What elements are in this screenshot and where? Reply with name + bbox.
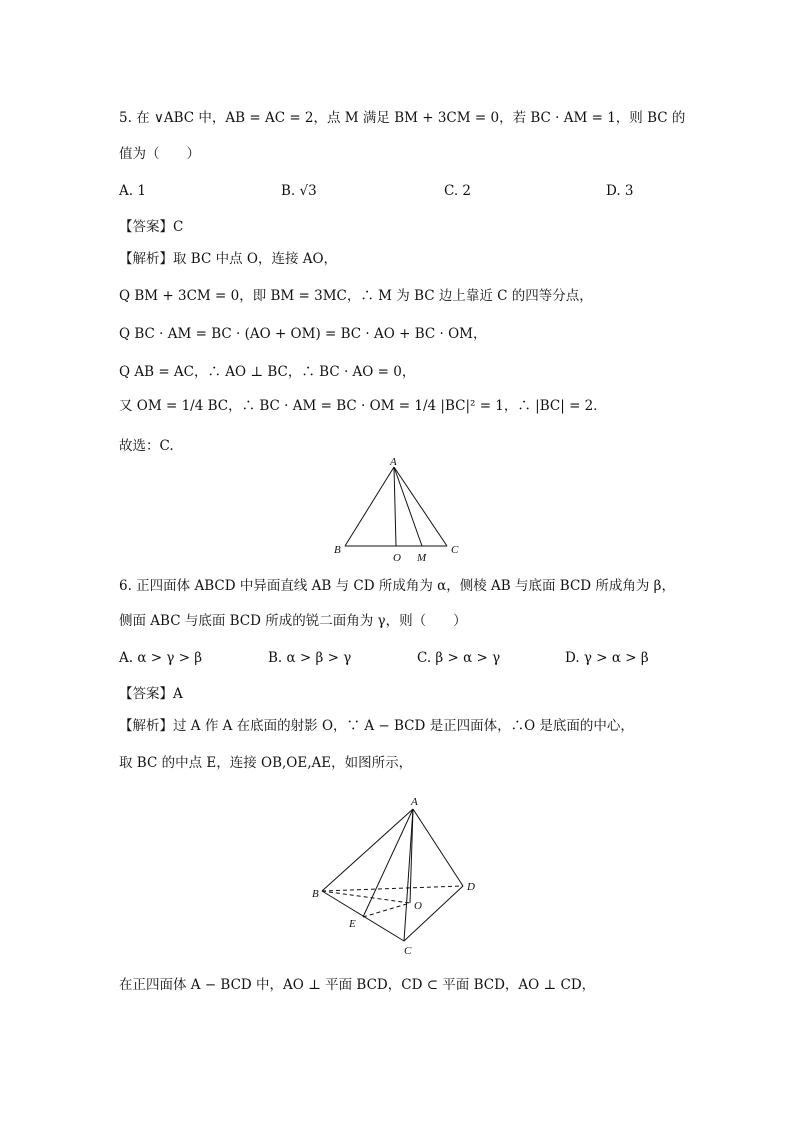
q5-analysis-line5: 又 OM = 1/4 BC，∴ BC · AM = BC · OM = 1/4 |BC|² = 1，∴ |BC| = 2． bbox=[119, 398, 607, 414]
label-m: M bbox=[417, 552, 427, 564]
edge-ab bbox=[322, 809, 413, 891]
q5-stem-line1: 5. 在 ∨ABC 中，AB = AC = 2，点 M 满足 BM + 3CM = 0，若 BC · AM = 1，则 BC 的 bbox=[119, 110, 686, 126]
q5-analysis-line1: 【解析】取 BC 中点 O，连接 AO， bbox=[119, 251, 338, 267]
segment-ao bbox=[394, 467, 396, 546]
q5-analysis-line6: 故选：C. bbox=[119, 438, 174, 454]
edge-bd-hidden bbox=[322, 886, 463, 891]
label-o: O bbox=[414, 900, 422, 912]
edge-ac bbox=[394, 467, 447, 546]
segment-ae bbox=[363, 809, 413, 917]
q5-option-b: B. √3 bbox=[281, 183, 317, 199]
q5-analysis-line2: Q BM + 3CM = 0，即 BM = 3MC，∴ M 为 BC 边上靠近 C 的四等分点， bbox=[119, 288, 593, 304]
edge-ad bbox=[413, 809, 463, 886]
label-a: A bbox=[390, 456, 397, 468]
q6-analysis-line1: 【解析】过 A 作 A 在底面的射影 O，∵ A − BCD 是正四面体，∴O 是底面的中心， bbox=[119, 718, 634, 734]
q6-tetrahedron-figure bbox=[305, 793, 490, 963]
q6-stem-line2: 侧面 ABC 与底面 BCD 所成的锐二面角为 γ，则（ ） bbox=[119, 613, 467, 629]
label-c: C bbox=[404, 945, 412, 957]
q5-stem-line2: 值为（ ） bbox=[119, 146, 200, 162]
q5-analysis-line3: Q BC · AM = BC · (AO + OM) = BC · AO + BC · OM， bbox=[119, 326, 487, 342]
q5-triangle-figure bbox=[325, 455, 475, 565]
label-b: B bbox=[334, 544, 341, 556]
label-c: C bbox=[451, 544, 459, 556]
label-e: E bbox=[349, 918, 356, 930]
edge-ab bbox=[345, 467, 394, 546]
label-b: B bbox=[312, 888, 319, 900]
q5-option-d: D. 3 bbox=[606, 183, 634, 199]
q6-option-a: A. α > γ > β bbox=[119, 650, 203, 666]
segment-ao bbox=[410, 809, 413, 903]
q6-after-figure: 在正四面体 A − BCD 中，AO ⊥ 平面 BCD，CD ⊂ 平面 BCD，AO ⊥ CD， bbox=[119, 977, 596, 993]
label-o: O bbox=[393, 552, 401, 564]
q6-option-b: B. α > β > γ bbox=[268, 650, 352, 666]
segment-ob-hidden bbox=[322, 891, 410, 903]
q5-option-c: C. 2 bbox=[444, 183, 472, 199]
q6-answer: 【答案】A bbox=[119, 686, 183, 702]
label-d: D bbox=[467, 881, 475, 893]
q5-analysis-line4: Q AB = AC，∴ AO ⊥ BC，∴ BC · AO = 0， bbox=[119, 364, 416, 380]
q5-answer: 【答案】C bbox=[119, 219, 184, 235]
q6-analysis-line2: 取 BC 的中点 E，连接 OB,OE,AE，如图所示， bbox=[119, 755, 413, 771]
edge-ac bbox=[404, 809, 413, 941]
q6-option-d: D. γ > α > β bbox=[565, 650, 649, 666]
q6-stem-line1: 6. 正四面体 ABCD 中异面直线 AB 与 CD 所成角为 α，侧棱 AB 与底面 BCD 所成角为 β， bbox=[119, 578, 675, 594]
edge-cd bbox=[404, 886, 463, 941]
label-a: A bbox=[411, 796, 418, 808]
q6-option-c: C. β > α > γ bbox=[417, 650, 501, 666]
segment-oe-hidden bbox=[363, 903, 410, 917]
q5-option-a: A. 1 bbox=[119, 183, 146, 199]
segment-am bbox=[394, 467, 422, 546]
